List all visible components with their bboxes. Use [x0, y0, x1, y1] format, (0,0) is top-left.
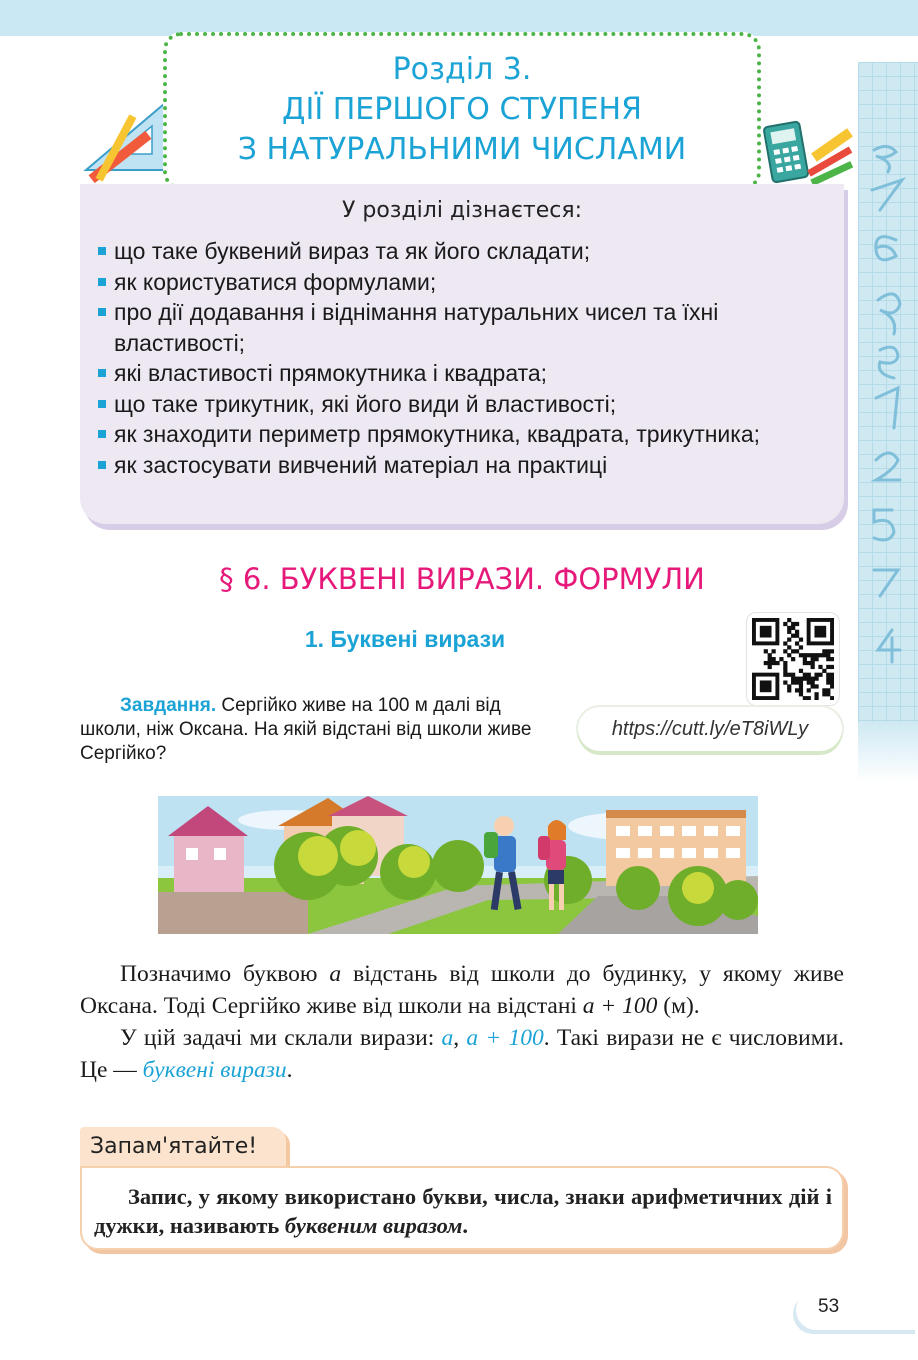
qr-module — [799, 677, 803, 681]
qr-module — [795, 634, 799, 638]
qr-module — [768, 661, 772, 665]
qr-module — [760, 680, 772, 692]
qr-module — [807, 653, 811, 657]
qr-module — [826, 680, 830, 684]
chapter-goals-box — [80, 184, 844, 524]
qr-module — [830, 677, 834, 681]
qr-module — [783, 680, 787, 684]
variable-a: a — [329, 961, 342, 987]
term-letter-expression: буквеним виразом — [284, 1213, 463, 1238]
qr-module — [822, 653, 826, 657]
subsection-title: 1. Буквені вирази — [304, 626, 506, 652]
qr-module — [830, 696, 834, 700]
chapter-goals-list — [98, 236, 798, 480]
qr-module — [811, 680, 815, 684]
qr-module — [783, 673, 787, 677]
qr-module — [830, 649, 834, 653]
resource-link[interactable]: https://cutt.ly/eT8iWLy — [578, 707, 842, 751]
qr-module — [803, 677, 807, 681]
task-label: Завдання. — [120, 695, 217, 716]
qr-module — [826, 688, 830, 692]
qr-module — [791, 677, 795, 681]
qr-module — [760, 626, 772, 638]
qr-module — [799, 680, 803, 684]
qr-module — [783, 649, 787, 653]
qr-module — [783, 669, 787, 673]
qr-module — [791, 622, 795, 626]
qr-module — [818, 673, 822, 677]
goal-item: як користуватися формулами; — [98, 267, 798, 298]
qr-module — [768, 653, 772, 657]
qr-module — [814, 673, 818, 677]
qr-module — [822, 688, 826, 692]
task-body: Сергійко живе на 100 м далі від школи, ніж Оксана. На якій відстані від школи живе Сергійко? — [80, 695, 532, 764]
chapter-number: Розділ 3. — [392, 52, 532, 87]
text-run: Запис, у якому використано букви, числа, знаки арифметичних дій і дужки, називають — [94, 1184, 832, 1238]
page-number: 53 — [818, 1296, 840, 1317]
goal-item: які властивості прямокутника і квадрата; — [98, 358, 798, 389]
qr-module — [772, 661, 776, 665]
qr-module — [803, 696, 807, 700]
qr-module — [814, 696, 818, 700]
page-number-tab — [796, 1290, 918, 1330]
qr-module — [795, 641, 799, 645]
qr-module — [803, 661, 807, 665]
chapter-title-line-1: ДІЇ ПЕРШОГО СТУПЕНЯ — [282, 92, 642, 127]
expression-a-plus-100: a + 100 — [582, 993, 658, 1019]
qr-code-pattern — [752, 618, 834, 700]
qr-module — [811, 657, 815, 661]
qr-module — [826, 692, 830, 696]
term-letter-expressions: буквені вирази — [142, 1057, 287, 1083]
qr-module — [768, 657, 772, 661]
chapter-title-box — [163, 32, 761, 190]
street-illustration — [158, 796, 758, 934]
lesson-paragraph-2 — [80, 1022, 844, 1086]
qr-module — [814, 677, 818, 681]
qr-module — [795, 649, 799, 653]
qr-module — [826, 677, 830, 681]
qr-module — [783, 661, 787, 665]
qr-module — [811, 677, 815, 681]
qr-module — [764, 661, 768, 665]
goal-item: що таке буквений вираз та як його складати; — [98, 236, 798, 267]
chapter-goals-heading: У розділі дізнаєтеся: — [341, 198, 583, 223]
qr-module — [826, 665, 830, 669]
goal-item: як застосувати вивчений матеріал на практиці — [98, 450, 798, 481]
qr-module — [826, 653, 830, 657]
qr-module — [799, 669, 803, 673]
text-run: . Такі вирази не є числовими. Це — — [80, 1025, 845, 1083]
qr-module — [783, 665, 787, 669]
qr-module — [814, 692, 818, 696]
qr-module — [787, 630, 791, 634]
qr-module — [811, 653, 815, 657]
remember-box — [80, 1166, 844, 1250]
qr-module — [807, 677, 811, 681]
qr-module — [818, 665, 822, 669]
qr-module — [787, 638, 791, 642]
qr-module — [787, 653, 791, 657]
text-run: . — [286, 1057, 293, 1083]
qr-module — [791, 673, 795, 677]
qr-module — [830, 657, 834, 661]
qr-module — [807, 688, 811, 692]
qr-module — [795, 688, 799, 692]
qr-module — [775, 661, 779, 665]
qr-module — [787, 684, 791, 688]
qr-module — [814, 684, 818, 688]
qr-module — [787, 673, 791, 677]
qr-module — [826, 657, 830, 661]
qr-module — [822, 669, 826, 673]
qr-module — [807, 673, 811, 677]
qr-module — [783, 622, 787, 626]
qr-module — [799, 653, 803, 657]
qr-module — [779, 657, 783, 661]
qr-module — [787, 645, 791, 649]
chapter-title-line-2: З НАТУРАЛЬНИМИ ЧИСЛАМИ — [237, 132, 687, 167]
qr-code[interactable] — [746, 612, 840, 706]
qr-module — [764, 649, 768, 653]
calculator-pencils-illustration — [758, 118, 854, 192]
task-text — [80, 694, 560, 766]
qr-module — [768, 665, 772, 669]
qr-module — [826, 649, 830, 653]
qr-module — [795, 677, 799, 681]
goal-item: про дії додавання і віднімання натуральних чисел та їхні властивості; — [98, 297, 798, 358]
side-grid-fade — [858, 722, 918, 782]
remember-definition — [94, 1182, 832, 1240]
qr-module — [787, 688, 791, 692]
qr-module — [826, 673, 830, 677]
qr-module — [799, 645, 803, 649]
qr-module — [822, 692, 826, 696]
qr-module — [814, 626, 826, 638]
side-digits-decor — [862, 130, 914, 690]
qr-module — [830, 673, 834, 677]
goal-item: як знаходити периметр прямокутника, квадрата, трикутника; — [98, 419, 798, 450]
qr-module — [783, 641, 787, 645]
text-run: (м). — [657, 993, 700, 1019]
expression-a: a — [441, 1025, 454, 1051]
text-run: Позначимо буквою — [120, 961, 330, 987]
qr-module — [795, 680, 799, 684]
expression-a-plus-100-highlight: a + 100 — [466, 1025, 544, 1051]
qr-module — [803, 653, 807, 657]
set-square-ruler-illustration — [78, 94, 174, 190]
section-title: § 6. БУКВЕНІ ВИРАЗИ. ФОРМУЛИ — [219, 562, 705, 596]
qr-module — [799, 692, 803, 696]
qr-module — [814, 653, 818, 657]
lesson-body — [80, 958, 844, 1086]
qr-module — [791, 626, 795, 630]
qr-module — [822, 649, 826, 653]
qr-module — [772, 649, 776, 653]
qr-module — [799, 638, 803, 642]
remember-tab: Запам'ятайте! — [80, 1127, 286, 1167]
qr-module — [811, 684, 815, 688]
qr-module — [811, 661, 815, 665]
qr-module — [818, 653, 822, 657]
text-run: , — [453, 1025, 467, 1051]
text-run: . — [462, 1213, 469, 1238]
qr-module — [791, 680, 795, 684]
qr-module — [811, 665, 815, 669]
qr-module — [795, 622, 799, 626]
text-run: У цій задачі ми склали вирази: — [120, 1025, 442, 1051]
qr-module — [791, 634, 795, 638]
qr-module — [803, 673, 807, 677]
qr-module — [807, 696, 811, 700]
lesson-paragraph-1 — [80, 958, 844, 1022]
qr-module — [795, 630, 799, 634]
qr-module — [814, 657, 818, 661]
goal-item: що таке трикутник, які його види й властивості; — [98, 389, 798, 420]
qr-module — [772, 657, 776, 661]
qr-module — [830, 684, 834, 688]
qr-module — [807, 661, 811, 665]
qr-module — [787, 626, 791, 630]
text-run: відстань від школи до будинку, у якому живе Оксана. Тоді Сергійко живе від школи на відстані — [80, 961, 844, 1019]
qr-module — [830, 680, 834, 684]
qr-module — [807, 680, 811, 684]
qr-module — [791, 657, 795, 661]
qr-module — [803, 657, 807, 661]
qr-module — [787, 618, 791, 622]
qr-module — [830, 665, 834, 669]
qr-module — [799, 688, 803, 692]
qr-module — [799, 684, 803, 688]
qr-module — [791, 649, 795, 653]
